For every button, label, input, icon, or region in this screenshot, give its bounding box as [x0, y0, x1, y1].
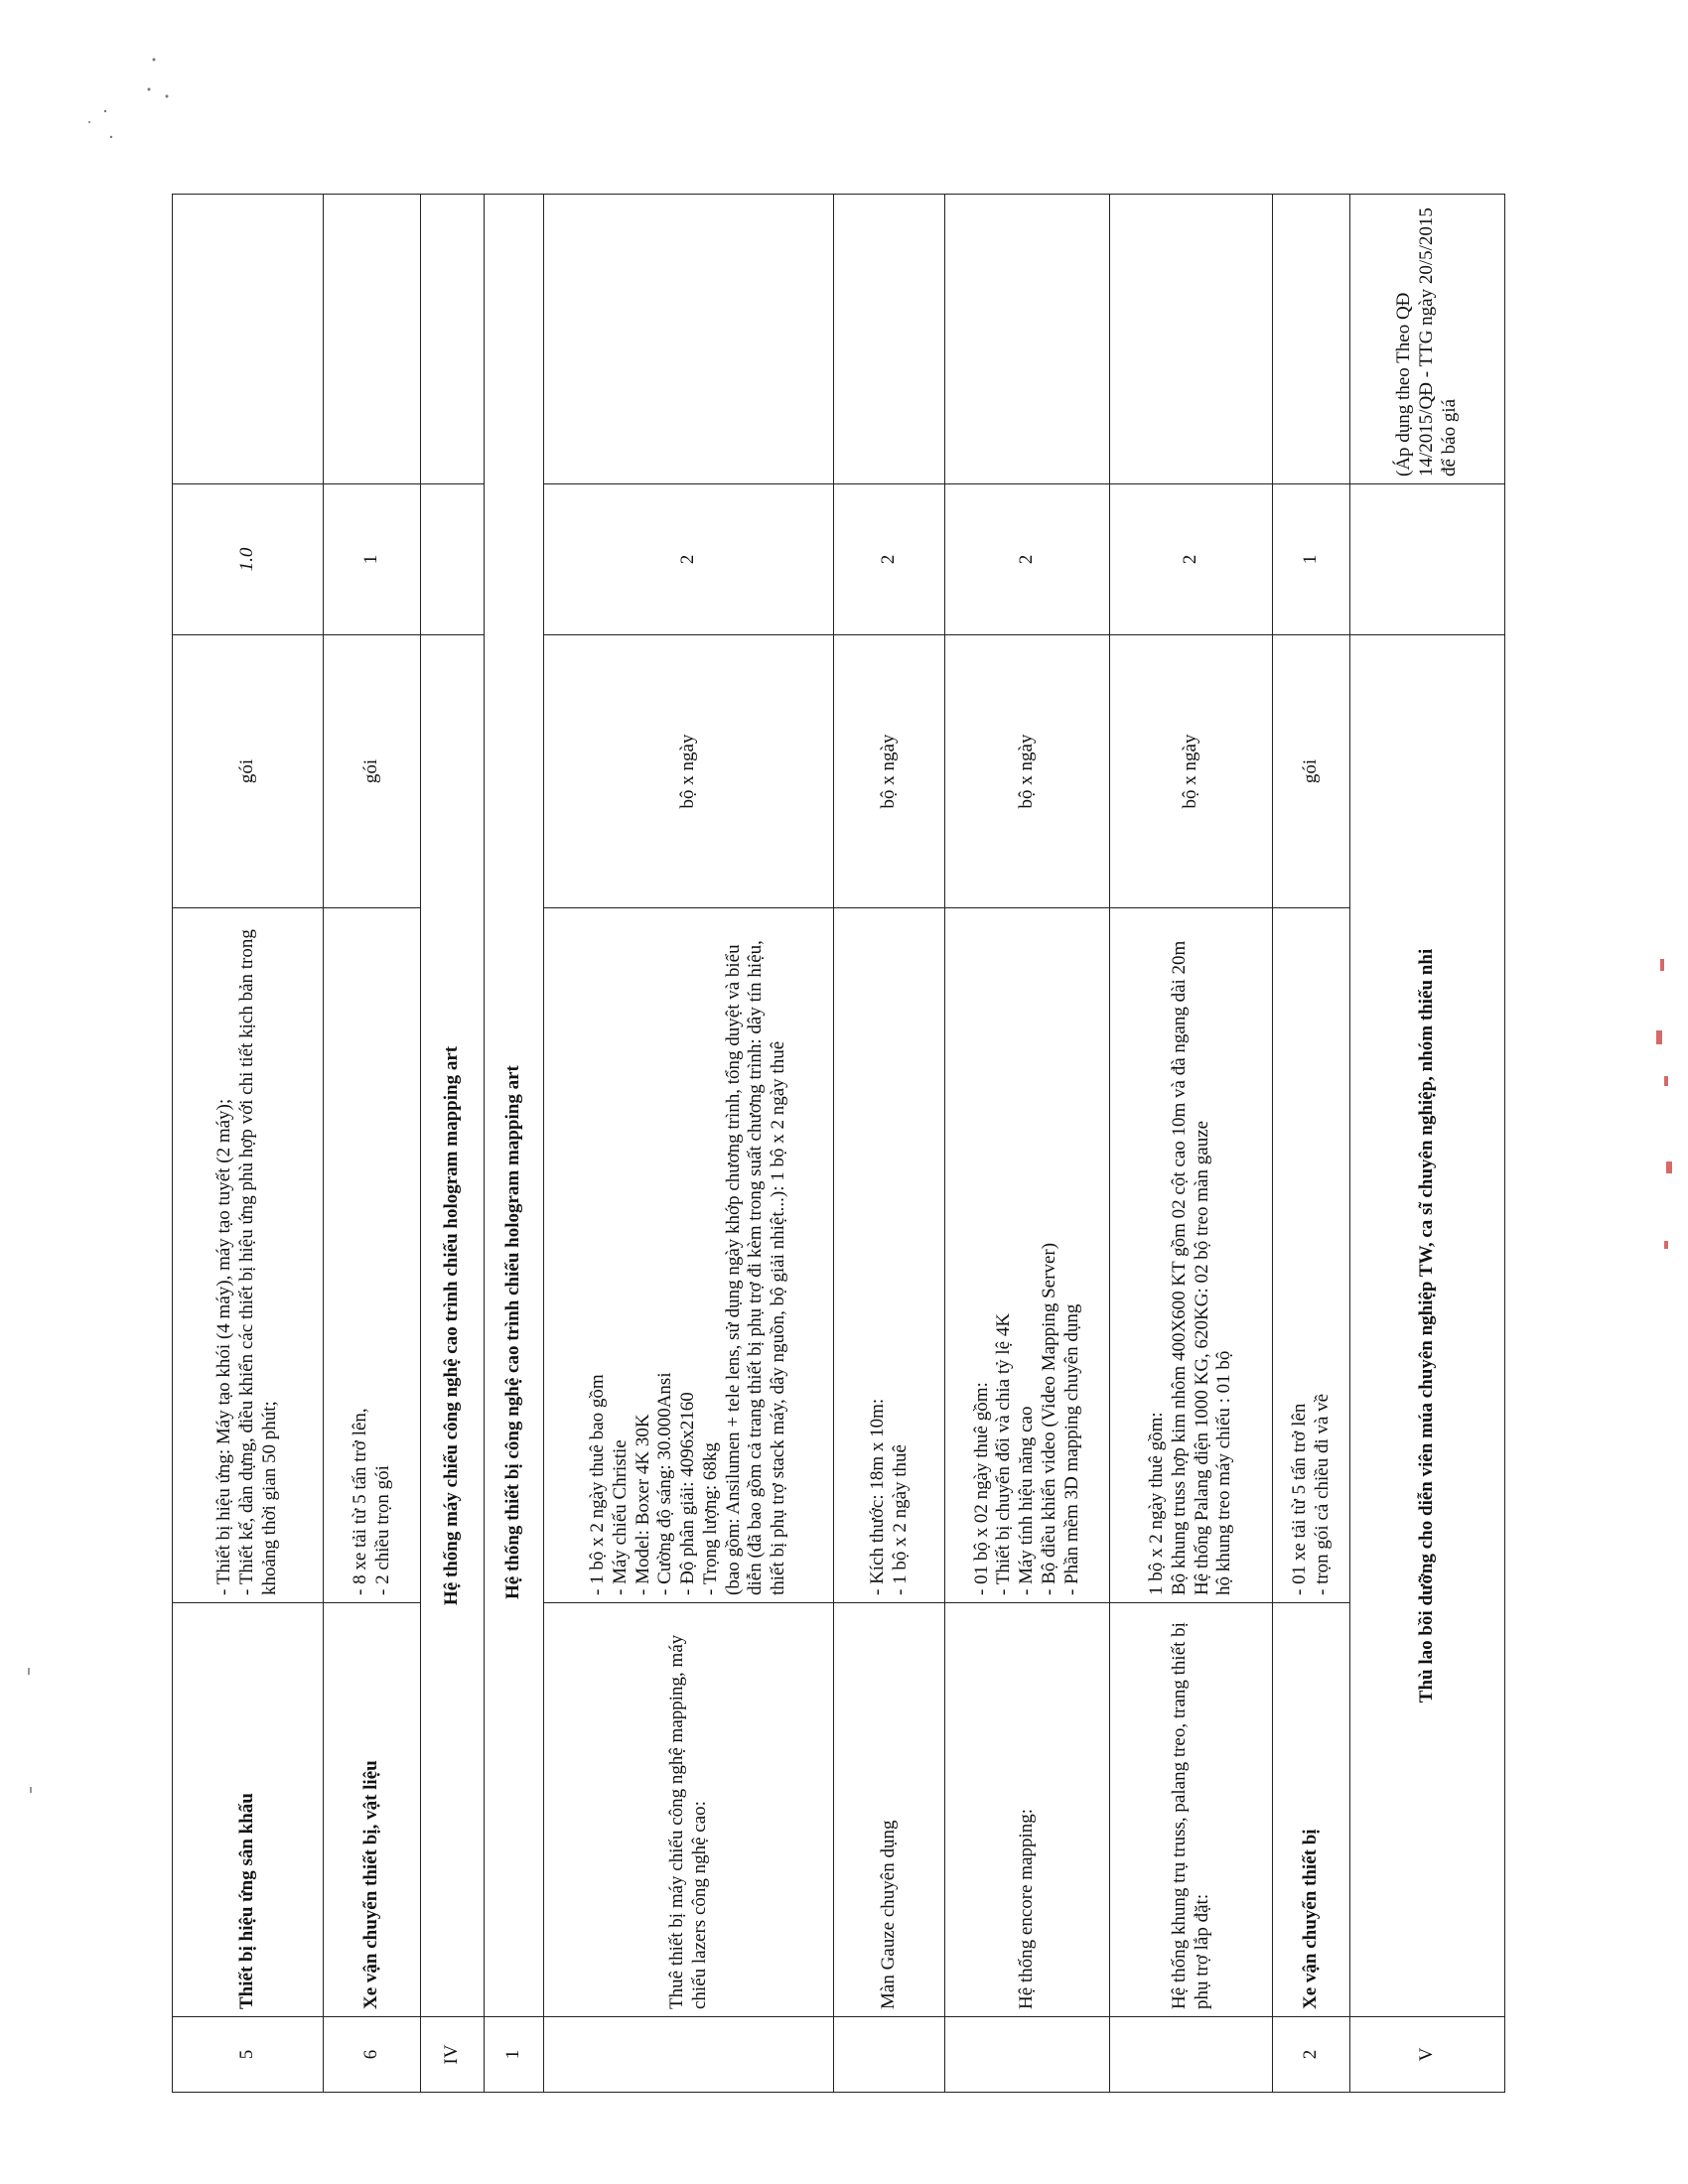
row-number: 6: [324, 2017, 421, 2093]
desc-line: - Máy chiếu Christie: [609, 1439, 631, 1595]
item-name: Thiết bị hiệu ứng sân khấu: [173, 1603, 324, 2017]
quantity: 2: [1110, 484, 1273, 635]
table-row: [173, 195, 324, 2093]
desc-line: - Thiết bị hiệu ứng: Máy tạo khói (4 máy), máy tạo tuyết (2 máy);: [213, 1098, 235, 1595]
item-name: Xe vận chuyển thiết bị: [1273, 1603, 1350, 2017]
quantity: 1: [1273, 484, 1350, 635]
desc-line: - Kích thước: 18m x 10m:: [866, 1398, 888, 1595]
empty-cell: [834, 195, 945, 484]
quantity: 2: [544, 484, 834, 635]
empty-cell: [1350, 484, 1505, 635]
unit: gói: [1273, 635, 1350, 908]
table-row: [324, 195, 421, 2093]
section-row: [421, 195, 485, 2093]
item-description: [1110, 908, 1273, 1603]
item-description: [1273, 908, 1350, 1603]
quantity: 2: [834, 484, 945, 635]
desc-line: - Phần mềm 3D mapping chuyên dụng: [1060, 1303, 1082, 1595]
section-title: Thù lao bồi dưỡng cho diễn viên múa chuyên nghiệp TW, ca sĩ chuyên nghiệp, nhóm thiếu nhi: [1350, 635, 1505, 2017]
table-row: [834, 195, 945, 2093]
unit: bộ x ngày: [834, 635, 945, 908]
desc-line: - 8 xe tải từ 5 tấn trở lên,: [349, 1408, 370, 1595]
desc-line: - 01 bộ x 02 ngày thuê gồm:: [970, 1382, 992, 1595]
section-title: Hệ thống máy chiếu công nghệ cao trình chiếu hologram mapping art: [421, 635, 485, 2017]
desc-line: - Bộ điều khiển video (Video Mapping Server): [1038, 1242, 1059, 1595]
row-number: 5: [173, 2017, 324, 2093]
empty-cell: [544, 2017, 834, 2093]
quantity: 1.0: [173, 484, 324, 635]
desc-line: - 2 chiều trọn gói: [371, 1465, 393, 1595]
desc-line: - 1 bộ x 2 ngày thuê bao gồm: [586, 1374, 608, 1595]
item-name: Xe vận chuyển thiết bị, vật liệu: [324, 1603, 421, 2017]
item-name: Thuê thiết bị máy chiếu công nghệ mapping, máy chiếu lazers công nghệ cao:: [544, 1603, 834, 2017]
table-row: [1273, 195, 1350, 2093]
desc-line: - 1 bộ x 2 ngày thuê: [889, 1444, 911, 1595]
section-row: [1350, 195, 1505, 2093]
table-row: [1110, 195, 1273, 2093]
item-description: [834, 908, 945, 1603]
desc-line: hộ khung treo máy chiếu : 01 bộ: [1213, 1350, 1235, 1595]
item-name: Hệ thống encore mapping:: [945, 1603, 1110, 2017]
desc-line: - Thiết kế, dàn dựng, điều khiển các thiết bị hiệu ứng phù hợp với chi tiết kịch bản trong khoảng thời gian 50 phút;: [236, 929, 280, 1595]
empty-cell: [421, 195, 485, 484]
desc-line: 1 bộ x 2 ngày thuê gồm:: [1145, 1412, 1167, 1595]
unit: gói: [324, 635, 421, 908]
item-name: Màn Gauze chuyên dụng: [834, 1603, 945, 2017]
desc-line: - Model: Boxer 4K 30K: [632, 1414, 653, 1595]
item-description: [324, 908, 421, 1603]
unit: gói: [173, 635, 324, 908]
item-description: [945, 908, 1110, 1603]
empty-cell: [544, 195, 834, 484]
empty-cell: [1273, 195, 1350, 484]
desc-line: - Trọng lượng: 68kg: [699, 1442, 721, 1595]
desc-line: Hệ thống Palang điện 1000 KG, 620KG: 02 bộ treo màn gauze: [1191, 1120, 1212, 1595]
section-number: V: [1350, 2017, 1505, 2093]
desc-line: - Độ phân giải: 4096x2160: [677, 1392, 699, 1595]
rotated-table-page: [172, 195, 1522, 2093]
desc-line: (bao gồm: Ansilumen + tele lens, sử dụng ngày khớp chương trình, tổng duyệt và biểu diễn (đã bao gồm cả trang thiết bị phụ trợ đi kèm trong suất chương trình: dây tín hiệu, thiết bị phụ trợ stack máy, dây nguồn, bộ giải nhiệt...): 1 bộ x 2 ngày thuê: [722, 940, 789, 1595]
desc-line: - trọn gói cả chiều đi và về: [1311, 1393, 1333, 1595]
unit: bộ x ngày: [544, 635, 834, 908]
quantity: 1: [324, 484, 421, 635]
unit: bộ x ngày: [1110, 635, 1273, 908]
empty-cell: [834, 2017, 945, 2093]
empty-cell: [945, 195, 1110, 484]
desc-line: Bộ khung truss hợp kim nhôm 400X600 KT gồm 02 cột cao 10m và đà ngang dài 20m: [1168, 940, 1190, 1595]
desc-line: - Cường độ sáng: 30.000Ansi: [654, 1372, 676, 1595]
desc-line: - Thiết bị chuyển đổi và chia tỷ lệ 4K: [993, 1312, 1015, 1595]
empty-cell: [1110, 2017, 1273, 2093]
empty-cell: [1110, 195, 1273, 484]
empty-cell: [421, 484, 485, 635]
item-name: Hệ thống khung trụ truss, palang treo, trang thiết bị phụ trợ lắp đặt:: [1110, 1603, 1273, 2017]
note: [173, 195, 324, 484]
section-number: 1: [485, 2017, 544, 2093]
item-description: [173, 908, 324, 1603]
note: (Áp dụng theo Theo QĐ 14/2015/QĐ - TTG ngày 20/5/2015 để báo giá: [1350, 195, 1505, 484]
price-table: [172, 194, 1505, 2093]
desc-line: - Máy tính hiệu năng cao: [1016, 1406, 1038, 1595]
quantity: 2: [945, 484, 1110, 635]
table-row: [544, 195, 834, 2093]
item-description: [544, 908, 834, 1603]
row-number: 2: [1273, 2017, 1350, 2093]
empty-cell: [945, 2017, 1110, 2093]
section-row: [485, 195, 544, 2093]
note: [324, 195, 421, 484]
unit: bộ x ngày: [945, 635, 1110, 908]
desc-line: - 01 xe tải từ 5 tấn trở lên: [1288, 1403, 1310, 1595]
table-row: [945, 195, 1110, 2093]
subsection-title: Hệ thống thiết bị công nghệ cao trình chiếu hologram mapping art: [485, 195, 544, 2017]
section-number: IV: [421, 2017, 485, 2093]
